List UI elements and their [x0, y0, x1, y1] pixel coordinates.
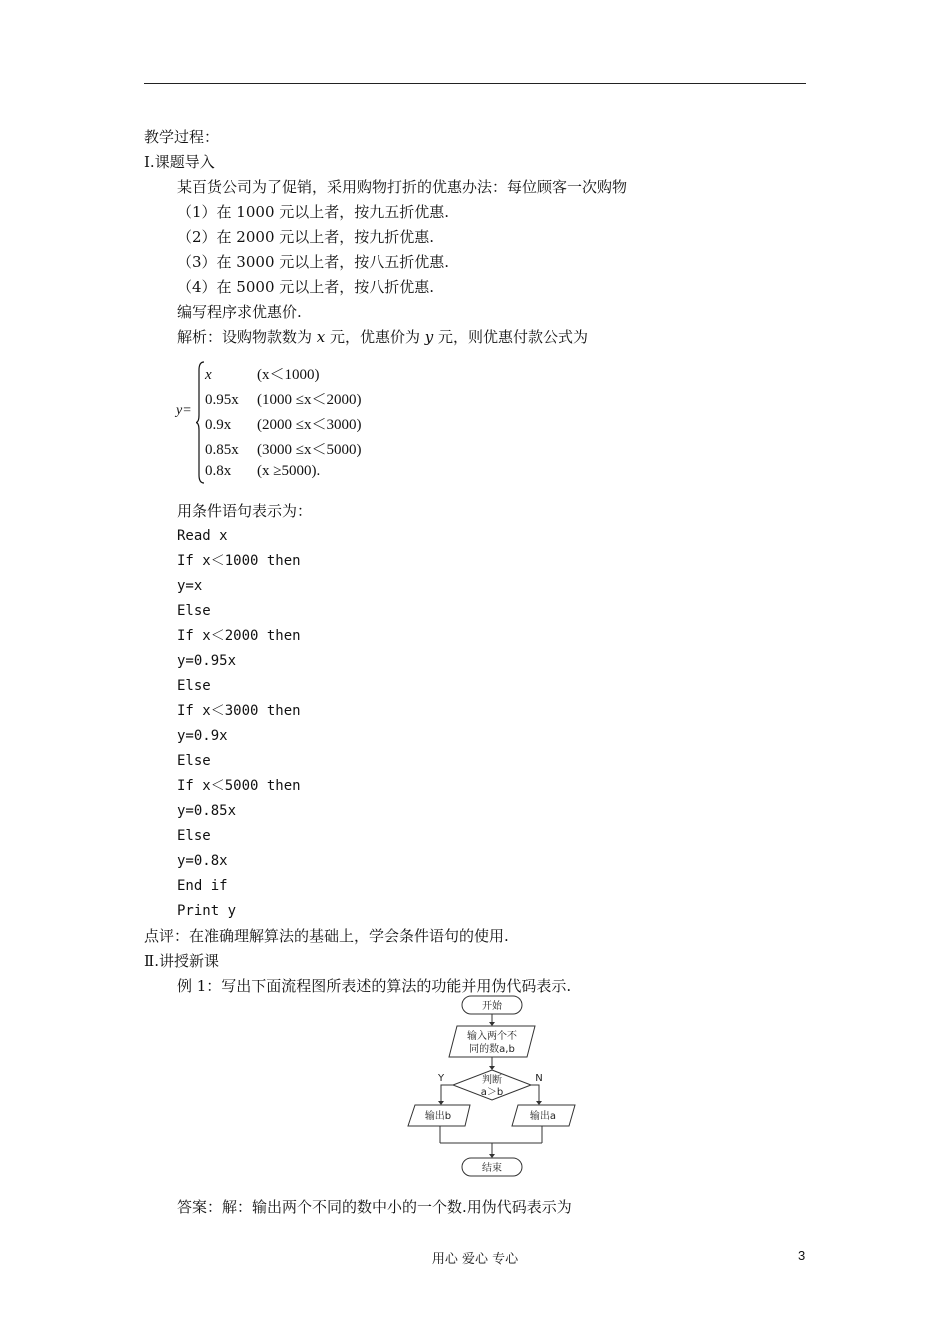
flow-arrowhead [438, 1101, 444, 1105]
formula-row: 0.85x (3000 ≤x＜5000) [205, 442, 362, 458]
part1-heading: Ⅰ.课题导入 [144, 153, 215, 171]
formula-row: x (x＜1000) [205, 367, 320, 383]
flow-start-label: 开始 [482, 1001, 502, 1012]
code-line: Read x [177, 528, 228, 544]
flow-end-label: 结束 [482, 1163, 502, 1174]
flow-no-label: N [535, 1073, 543, 1084]
formula-row: 0.8x (x ≥5000). [205, 463, 321, 479]
code-line: If x＜3000 then [177, 703, 301, 719]
formula-lhs: y= [176, 403, 192, 418]
part2-heading: Ⅱ.讲授新课 [144, 952, 219, 970]
flow-input-label-1: 输入两个不 [467, 1031, 517, 1042]
code-line: y=x [177, 578, 203, 594]
flow-input-label-2: 同的数a,b [469, 1044, 515, 1055]
code-line: y=0.9x [177, 728, 228, 744]
flow-arrowhead [489, 1066, 495, 1070]
flow-decision-label-1: 判断 [482, 1075, 502, 1086]
flowchart [405, 995, 580, 1184]
example-text: 例 1：写出下面流程图所表述的算法的功能并用伪代码表示. [177, 977, 572, 995]
code-line: Else [177, 678, 211, 694]
section-title: 教学过程： [144, 128, 220, 146]
flow-decision-label-2: a＞b [480, 1087, 504, 1098]
code-line: If x＜2000 then [177, 628, 301, 644]
code-line: Else [177, 828, 211, 844]
rule-item: （1）在 1000 元以上者，按九五折优惠. [177, 203, 450, 221]
page-number: 3 [798, 1248, 806, 1263]
rule-item: （4）在 5000 元以上者，按八折优惠. [177, 278, 435, 296]
intro-text: 某百货公司为了促销，采用购物打折的优惠办法：每位顾客一次购物 [177, 178, 628, 196]
code-line: Else [177, 603, 211, 619]
flow-output-right-label: 输出a [529, 1111, 557, 1122]
code-line: End if [177, 878, 228, 894]
code-line: Print y [177, 903, 237, 919]
analysis-text: 解析：设购物款数为 x 元，优惠价为 y 元，则优惠付款公式为 [177, 328, 589, 346]
code-line: y=0.85x [177, 803, 237, 819]
flowchart-svg [405, 995, 580, 1180]
flow-yes-label: Y [437, 1073, 445, 1084]
task-text: 编写程序求优惠价. [177, 303, 302, 321]
code-line: Else [177, 753, 211, 769]
comment-text: 点评：在准确理解算法的基础上，学会条件语句的使用. [144, 927, 509, 945]
answer-text: 答案：解：输出两个不同的数中小的一个数.用伪代码表示为 [177, 1198, 572, 1216]
formula-row: 0.95x (1000 ≤x＜2000) [205, 392, 362, 408]
formula-row: 0.9x (2000 ≤x＜3000) [205, 417, 362, 433]
piecewise-formula [176, 360, 416, 485]
code-intro: 用条件语句表示为： [177, 502, 313, 520]
code-line: y=0.95x [177, 653, 237, 669]
header-rule [144, 83, 806, 84]
code-line: If x＜1000 then [177, 553, 301, 569]
flow-arrowhead [489, 1154, 495, 1158]
code-line: y=0.8x [177, 853, 228, 869]
flow-output-left-label: 输出b [424, 1111, 452, 1122]
rule-item: （2）在 2000 元以上者，按九折优惠. [177, 228, 435, 246]
flow-arrowhead [489, 1022, 495, 1026]
flow-arrowhead [536, 1101, 542, 1105]
rule-item: （3）在 3000 元以上者，按八五折优惠. [177, 253, 450, 271]
footer-slogan: 用心 爱心 专心 [431, 1252, 519, 1267]
code-line: If x＜5000 then [177, 778, 301, 794]
